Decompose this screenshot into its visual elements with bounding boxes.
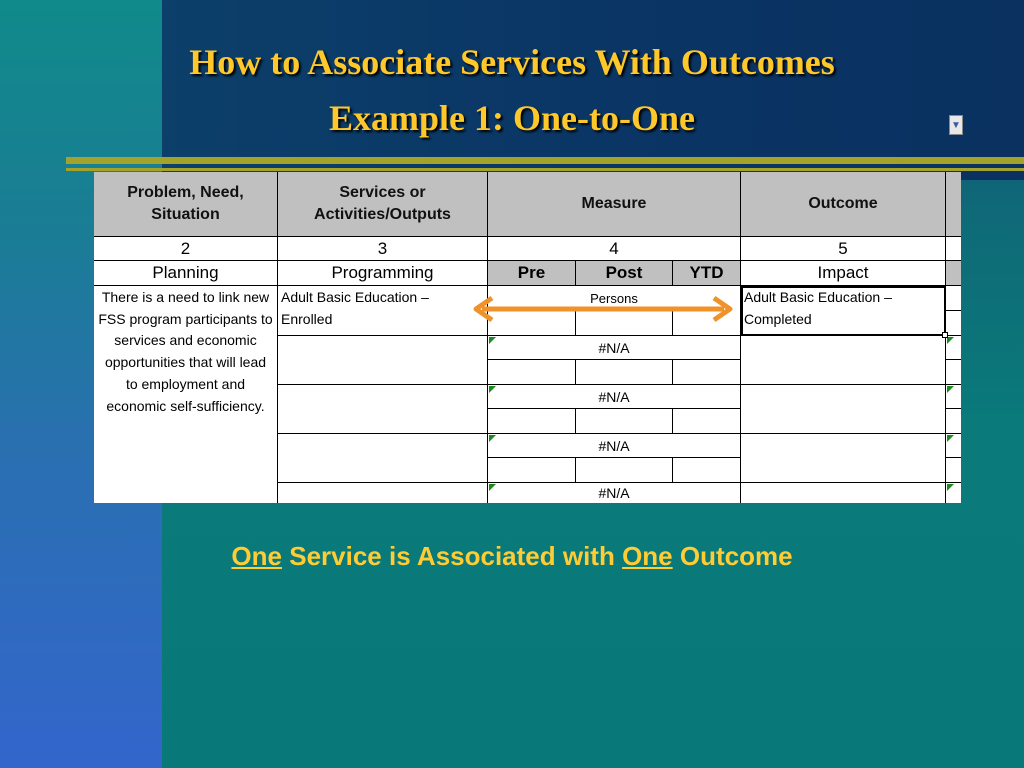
label-pre: Pre <box>488 261 576 286</box>
column-number-extra <box>946 237 961 261</box>
error-indicator-icon <box>489 337 496 344</box>
label-planning: Planning <box>94 261 278 286</box>
measure-pre <box>488 409 576 434</box>
header-measure: Measure <box>488 172 741 237</box>
problem-cell: There is a need to link new FSS program participants to services and economic opportunities that will lead to employment and economic self-sufficiency. <box>94 286 278 503</box>
error-indicator-icon <box>947 386 954 393</box>
service-cell-empty <box>278 434 488 483</box>
extra-cell <box>946 409 961 434</box>
divider-thin <box>66 168 1024 171</box>
outcome-cell-empty <box>741 385 946 434</box>
error-indicator-icon <box>947 484 954 491</box>
measure-na: #N/A <box>488 336 741 360</box>
dropdown-arrow-icon[interactable]: ▼ <box>949 115 963 135</box>
header-outcome: Outcome <box>741 172 946 237</box>
measure-pre <box>488 458 576 483</box>
label-ytd: YTD <box>673 261 741 286</box>
extra-cell <box>946 311 961 336</box>
double-arrow-icon <box>468 294 738 324</box>
measure-na: #N/A <box>488 434 741 458</box>
caption-text: Outcome <box>672 541 793 571</box>
slide-subtitle: Example 1: One-to-One <box>329 98 695 138</box>
measure-na: #N/A <box>488 483 741 503</box>
outcome-cell-empty <box>741 434 946 483</box>
column-number: 4 <box>488 237 741 261</box>
slide-title: How to Associate Services With Outcomes <box>189 42 835 82</box>
caption-emphasis: One <box>622 541 673 571</box>
measure-unit: Persons <box>488 286 741 311</box>
caption-emphasis: One <box>231 541 282 571</box>
service-cell-empty <box>278 336 488 385</box>
measure-pre <box>488 360 576 385</box>
extra-cell <box>946 458 961 483</box>
slide-caption <box>0 536 1024 576</box>
error-indicator-icon <box>489 484 496 491</box>
header-extra <box>946 172 961 237</box>
service-cell-empty <box>278 385 488 434</box>
extra-cell <box>946 286 961 311</box>
outcome-cell[interactable]: Adult Basic Education – Completed <box>741 286 946 336</box>
measure-na: #N/A <box>488 385 741 409</box>
label-extra <box>946 261 961 286</box>
measure-post <box>576 458 673 483</box>
error-indicator-icon <box>489 435 496 442</box>
measure-ytd <box>673 458 741 483</box>
column-number: 2 <box>94 237 278 261</box>
spreadsheet-screenshot <box>94 172 961 503</box>
header-services: Services or Activities/Outputs <box>278 172 488 237</box>
fill-handle[interactable] <box>942 332 948 338</box>
measure-post <box>576 360 673 385</box>
error-indicator-icon <box>947 435 954 442</box>
measure-ytd <box>673 360 741 385</box>
header-problem: Problem, Need, Situation <box>94 172 278 237</box>
measure-ytd <box>673 409 741 434</box>
column-number: 5 <box>741 237 946 261</box>
label-programming: Programming <box>278 261 488 286</box>
label-impact: Impact <box>741 261 946 286</box>
label-post: Post <box>576 261 673 286</box>
caption-text: Service is Associated with <box>282 541 623 571</box>
outcome-cell-empty <box>741 336 946 385</box>
measure-post <box>576 409 673 434</box>
service-cell-empty <box>278 483 488 503</box>
error-indicator-icon <box>489 386 496 393</box>
divider-thick <box>66 157 1024 164</box>
column-number: 3 <box>278 237 488 261</box>
service-cell: Adult Basic Education – Enrolled <box>278 286 488 336</box>
outcome-cell-empty <box>741 483 946 503</box>
error-indicator-icon <box>947 337 954 344</box>
extra-cell <box>946 360 961 385</box>
